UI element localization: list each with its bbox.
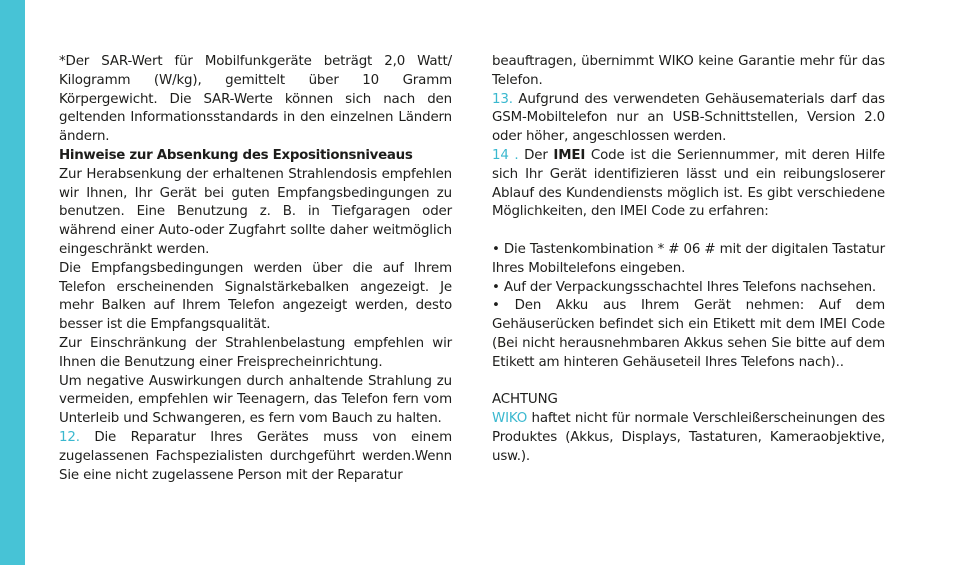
- item-13-number: 13.: [492, 91, 513, 107]
- item-13: [492, 91, 885, 147]
- item-14-text: Code ist die Seriennummer, mit deren Hilfe sich Ihr Gerät identifizieren lässt und ein reibungsloserer Ablauf des Kundendiensts möglich ist. Es gibt verschiedene Möglichkeiten, den IMEI Code zu erfahren:: [492, 147, 885, 220]
- item-14-number: 14 .: [492, 147, 519, 163]
- repair-continuation: beauftragen, übernimmt WIKO keine Garantie mehr für das Telefon.: [492, 54, 885, 88]
- item-12-text: Die Reparatur Ihres Gerätes muss von einem zugelassenen Fachspezialisten durchgeführt werden.Wenn Sie eine nicht zugelassene Person mit der Reparatur: [59, 429, 452, 483]
- warning-heading: ACHTUNG: [492, 392, 558, 408]
- paragraph-signal-bars: Die Empfangsbedingungen werden über die auf Ihrem Telefon erscheinenden Signalstärkebalken angezeigt. Je mehr Balken auf Ihrem Telefon angezeigt werden, desto besser ist die Empfangsqualität.: [59, 260, 452, 333]
- bullet-packaging: • Auf der Verpackungsschachtel Ihres Telefons nachsehen.: [492, 279, 877, 295]
- warning-text: haftet nicht für normale Verschleißerscheinungen des Produktes (Akkus, Displays, Tastaturen, Kameraobjektive, usw.).: [492, 411, 885, 464]
- left-column: [59, 53, 452, 485]
- sar-note: *Der SAR-Wert für Mobilfunkgeräte beträgt 2,0 Watt/ Kilogramm (W/kg), gemittelt über 10 Gramm Körpergewicht. Die SAR-Werte können sich nach den geltenden Informationsstandards in den einzelnen Ländern ändern.: [59, 54, 452, 145]
- section-heading: Hinweise zur Absenkung des Expositionsniveaus: [59, 147, 413, 163]
- item-12-number: 12.: [59, 429, 80, 445]
- side-color-bar: [0, 0, 25, 565]
- warning-text-block: [492, 410, 885, 466]
- item-12: [59, 429, 452, 485]
- paragraph-teenagers: Um negative Auswirkungen durch anhaltende Strahlung zu vermeiden, empfehlen wir Teenagern, das Telefon fern vom Unterleib und Schwangeren, es fern vom Bauch zu halten.: [59, 373, 452, 427]
- item-14: [492, 147, 885, 222]
- bullet-keypad: • Die Tastenkombination * # 06 # mit der digitalen Tastatur Ihres Mobiltelefons eingeben.: [492, 241, 885, 276]
- spacer: [492, 222, 885, 241]
- paragraph-reception: Zur Herabsenkung der erhaltenen Strahlendosis empfehlen wir Ihnen, Ihr Gerät bei guten Empfangsbedingungen zu benutzen. Eine Benutzung z. B. in Tiefgaragen oder während einer Auto-oder Zugfahrt sollte daher weitmöglich eingeschränkt werden.: [59, 166, 452, 257]
- imei-term: IMEI: [553, 147, 586, 163]
- spacer: [492, 373, 885, 392]
- item-14-pre: Der: [518, 147, 554, 163]
- brand-name: WIKO: [492, 411, 528, 427]
- item-13-text: Aufgrund des verwendeten Gehäusematerials darf das GSM-Mobiltelefon nur an USB-Schnittstellen, Version 2.0 oder höher, angeschlossen werden.: [492, 91, 885, 145]
- paragraph-handsfree: Zur Einschränkung der Strahlenbelastung empfehlen wir Ihnen die Benutzung einer Freisprecheinrichtung.: [59, 335, 452, 370]
- right-column: [492, 53, 885, 467]
- bullet-battery: • Den Akku aus Ihrem Gerät nehmen: Auf dem Gehäuserücken befindet sich ein Etikett mit dem IMEI Code (Bei nicht herausnehmbaren Akkus sehen Sie bitte auf dem Etikett am hinteren Gehäuseteil Ihres Telefons nach)..: [492, 298, 885, 370]
